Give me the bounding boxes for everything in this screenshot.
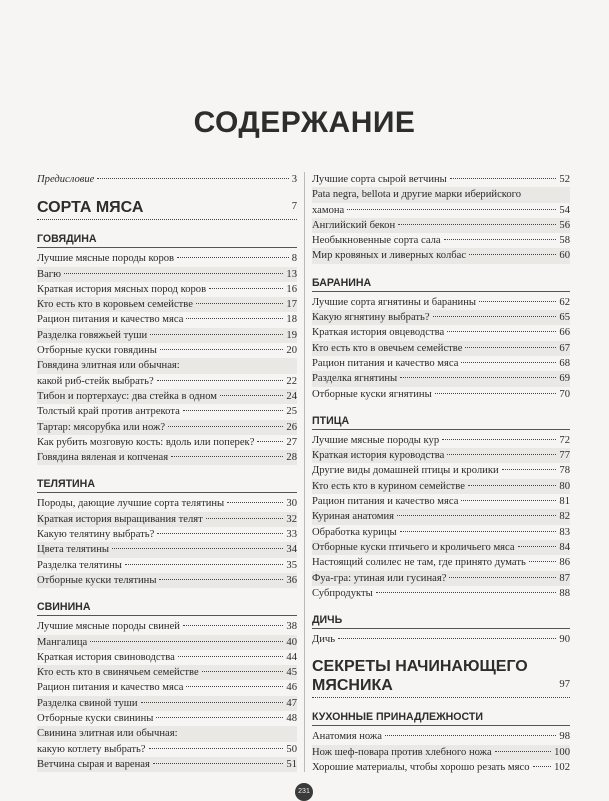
toc-entry[interactable]	[37, 297, 297, 312]
toc-entry[interactable]	[37, 619, 297, 634]
toc-entry-page: 40	[286, 636, 297, 648]
toc-entry-page: 22	[286, 375, 297, 387]
leader-dots	[150, 334, 283, 335]
toc-entry-page: 50	[286, 743, 297, 755]
toc-entry[interactable]	[37, 542, 297, 557]
toc-entry[interactable]	[37, 496, 297, 511]
section-heading[interactable]	[37, 197, 297, 220]
leader-dots	[206, 518, 284, 519]
toc-entry-page: 48	[286, 713, 297, 725]
toc-entry[interactable]	[37, 282, 297, 297]
toc-entry-title: Как рубить мозговую кость: вдоль или поперек?	[37, 436, 255, 448]
leader-dots	[178, 656, 284, 657]
toc-entry-title: Отборные куски говядины	[37, 345, 157, 357]
leader-dots	[469, 254, 556, 255]
toc-entry-page: 88	[559, 587, 570, 599]
toc-entry[interactable]	[37, 665, 297, 680]
toc-entry-title: Отборные куски телятины	[37, 574, 157, 586]
toc-entry-title: Мангалица	[37, 636, 88, 648]
leader-dots	[183, 410, 284, 411]
toc-entry-page: 70	[559, 388, 570, 400]
toc-entry[interactable]	[37, 267, 297, 282]
toc-entry-title: Какую ягнятину выбрать?	[312, 312, 430, 324]
toc-entry-title: Тартар: мясорубка или нож?	[37, 421, 166, 433]
toc-entry-title: Свинина элитная или обычная:	[37, 728, 178, 740]
toc-entry-title: Разделка говяжьей туши	[37, 329, 148, 341]
toc-entry-page: 66	[559, 327, 570, 339]
section-page: 97	[559, 679, 570, 691]
leader-dots	[90, 641, 283, 642]
toc-entry-page: 26	[286, 421, 297, 433]
leader-dots	[157, 533, 283, 534]
subsection-heading: ТЕЛЯТИНА	[37, 477, 297, 493]
toc-entry-title: Говядина вяленая и копченая	[37, 452, 169, 464]
toc-entry-title: Обработка курицы	[312, 526, 397, 538]
toc-entry-title: Разделка телятины	[37, 559, 122, 571]
toc-entry[interactable]	[312, 233, 570, 248]
toc-entry[interactable]	[312, 525, 570, 540]
toc-entry-title: Ветчина сырая и вареная	[37, 758, 150, 770]
toc-entry-title: Тибон и портерхаус: два стейка в одном	[37, 390, 218, 402]
toc-entry[interactable]	[312, 586, 570, 601]
section-page: 7	[291, 201, 297, 213]
toc-entry[interactable]	[37, 343, 297, 358]
leader-dots	[400, 531, 557, 532]
toc-entry-page: 28	[286, 452, 297, 464]
leader-dots	[220, 395, 283, 396]
toc-entry-title: Рацион питания и качество мяса	[37, 682, 184, 694]
leader-dots	[479, 301, 556, 302]
toc-entry-page: 80	[559, 480, 570, 492]
toc-entry[interactable]	[312, 463, 570, 478]
leader-dots	[141, 702, 284, 703]
toc-entry[interactable]	[312, 479, 570, 494]
toc-entry[interactable]	[37, 420, 297, 435]
toc-entry[interactable]	[37, 312, 297, 327]
toc-entry[interactable]	[312, 341, 570, 356]
toc-left-column	[37, 172, 297, 772]
toc-entry[interactable]	[312, 494, 570, 509]
leader-dots	[202, 671, 284, 672]
toc-entry-title: Разделка свиной туши	[37, 697, 138, 709]
toc-entry-page: 78	[559, 465, 570, 477]
toc-entry-page: 84	[559, 541, 570, 553]
toc-entry[interactable]	[312, 371, 570, 386]
toc-entry-title: Разделка ягнятины	[312, 373, 398, 385]
leader-dots	[518, 546, 557, 547]
leader-dots	[449, 577, 556, 578]
subsection-heading: ПТИЦА	[312, 414, 570, 430]
leader-dots	[156, 717, 283, 718]
toc-entry-title: хамона	[312, 204, 345, 216]
toc-entry-page: 32	[286, 513, 297, 525]
toc-entry[interactable]	[37, 757, 297, 772]
toc-entry[interactable]	[37, 328, 297, 343]
toc-entry-page: 34	[286, 544, 297, 556]
toc-entry-title: Нож шеф-повара против хлебного ножа	[312, 746, 492, 758]
toc-entry[interactable]	[312, 729, 570, 744]
toc-entry[interactable]	[312, 325, 570, 340]
toc-entry-page: 47	[286, 697, 297, 709]
toc-entry-page: 54	[559, 204, 570, 216]
toc-entry[interactable]	[312, 356, 570, 371]
toc-entry-title: Другие виды домашней птицы и кролики	[312, 465, 499, 477]
toc-entry-page: 3	[291, 174, 297, 185]
toc-entry-title: Отборные куски птичьего и кроличьего мяса	[312, 541, 515, 553]
toc-entry-page: 19	[286, 329, 297, 341]
toc-entry[interactable]	[312, 248, 570, 263]
toc-entry[interactable]	[312, 555, 570, 570]
leader-dots	[196, 303, 283, 304]
leader-dots	[64, 273, 283, 274]
toc-entry[interactable]	[37, 573, 297, 588]
toc-entry-page: 46	[286, 682, 297, 694]
toc-entry-title: Кто есть кто в коровьем семействе	[37, 299, 193, 311]
toc-entry[interactable]	[312, 760, 570, 775]
toc-entry-page: 33	[286, 529, 297, 541]
toc-entry[interactable]	[37, 726, 297, 741]
toc-entry-title: Говядина элитная или обычная:	[37, 360, 180, 372]
toc-entry-title: Лучшие мясные породы кур	[312, 434, 440, 446]
toc-entry-page: 72	[559, 434, 570, 446]
toc-entry[interactable]	[37, 711, 297, 726]
toc-entry-title: Необыкновенные сорта сала	[312, 235, 441, 247]
leader-dots	[177, 257, 289, 258]
toc-entry-title: Рацион питания и качество мяса	[312, 357, 459, 369]
toc-entry-title: Толстый край против антрекота	[37, 406, 180, 418]
section-title: СОРТА МЯСА	[37, 199, 144, 217]
leader-dots	[398, 224, 556, 225]
toc-entry[interactable]	[312, 433, 570, 448]
toc-entry-page: 58	[559, 235, 570, 247]
leader-dots	[376, 592, 557, 593]
toc-entry-page: 82	[559, 511, 570, 523]
toc-entry[interactable]	[37, 680, 297, 695]
toc-entry-title: Лучшие сорта сырой ветчины	[312, 174, 447, 185]
toc-entry-title: Английский бекон	[312, 219, 396, 231]
toc-entry-title: Отборные куски свинины	[37, 713, 154, 725]
toc-entry[interactable]	[37, 635, 297, 650]
toc-entry[interactable]	[312, 310, 570, 325]
toc-entry-title: Фуа-гра: утиная или гусиная?	[312, 572, 447, 584]
leader-dots	[149, 748, 284, 749]
toc-entry[interactable]	[37, 558, 297, 573]
leader-dots	[159, 579, 283, 580]
toc-entry[interactable]	[312, 218, 570, 233]
leader-dots	[533, 766, 552, 767]
toc-entry-page: 17	[286, 299, 297, 311]
toc-entry-page: 87	[559, 572, 570, 584]
toc-entry-page: 67	[559, 342, 570, 354]
toc-entry-title: Субпродукты	[312, 587, 373, 599]
toc-entry-title: Pata negra, bellota и другие марки иберийского	[312, 189, 522, 201]
leader-dots	[461, 500, 556, 501]
leader-dots	[450, 178, 557, 179]
toc-entry-title: Цвета телятины	[37, 544, 109, 556]
toc-entry-page: 98	[559, 731, 570, 743]
toc-entry[interactable]	[37, 696, 297, 711]
toc-entry[interactable]	[37, 404, 297, 419]
toc-entry-title: Вагю	[37, 268, 62, 280]
toc-entry-page: 60	[559, 250, 570, 262]
toc-entry-title: Кто есть кто в курином семействе	[312, 480, 465, 492]
leader-dots	[468, 485, 556, 486]
toc-entry[interactable]	[312, 632, 570, 647]
toc-entry[interactable]	[37, 374, 297, 389]
toc-entry-page: 68	[559, 357, 570, 369]
toc-entry-title: Краткая история мясных пород коров	[37, 283, 207, 295]
subsection-heading: ДИЧЬ	[312, 613, 570, 629]
toc-entry[interactable]	[37, 527, 297, 542]
toc-entry-page: 69	[559, 373, 570, 385]
toc-entry-title: какой риб-стейк выбрать?	[37, 375, 154, 387]
leader-dots	[400, 377, 556, 378]
toc-entry[interactable]	[37, 450, 297, 465]
toc-entry-page: 16	[286, 283, 297, 295]
toc-entry-page: 81	[559, 496, 570, 508]
toc-entry-page: 38	[286, 621, 297, 633]
toc-entry[interactable]	[312, 509, 570, 524]
leader-dots	[347, 209, 556, 210]
toc-entry-title: Анатомия ножа	[312, 731, 382, 743]
toc-entry-page: 77	[559, 450, 570, 462]
toc-entry-page: 20	[286, 345, 297, 357]
toc-entry-page: 102	[554, 762, 570, 774]
toc-entry-page: 18	[286, 314, 297, 326]
toc-entry-page: 56	[559, 219, 570, 231]
leader-dots	[435, 393, 557, 394]
toc-entry-title: Какую телятину выбрать?	[37, 529, 155, 541]
toc-entry-page: 86	[559, 557, 570, 569]
toc-entry-title: Краткая история овцеводства	[312, 327, 445, 339]
toc-entry-title: Предисловие	[37, 174, 95, 185]
toc-entry-page: 25	[286, 406, 297, 418]
toc-entry-title: Краткая история свиноводства	[37, 651, 175, 663]
toc-entry-page: 90	[559, 634, 570, 646]
toc-entry-page: 65	[559, 312, 570, 324]
toc-entry-title: Краткая история куроводства	[312, 450, 445, 462]
leader-dots	[502, 469, 557, 470]
toc-entry-title: Лучшие мясные породы свиней	[37, 621, 180, 633]
toc-entry-page: 27	[286, 436, 297, 448]
leader-dots	[97, 178, 288, 179]
toc-entry[interactable]	[312, 295, 570, 310]
toc-entry-page: 62	[559, 296, 570, 308]
section-title: СЕКРЕТЫ НАЧИНАЮЩЕГО МЯСНИКА	[312, 658, 528, 695]
leader-dots	[160, 349, 284, 350]
page-number: 231	[295, 783, 313, 801]
leader-dots	[397, 515, 556, 516]
leader-dots	[183, 625, 283, 626]
leader-dots	[112, 548, 283, 549]
toc-entry-page: 13	[286, 268, 297, 280]
toc-entry-page: 83	[559, 526, 570, 538]
leader-dots	[495, 751, 551, 752]
toc-entry[interactable]	[37, 650, 297, 665]
toc-entry-title: Настоящий солилес не там, где принято думать	[312, 557, 526, 569]
leader-dots	[442, 439, 556, 440]
toc-entry-title: Рацион питания и качество мяса	[37, 314, 184, 326]
toc-entry-title: Рацион питания и качество мяса	[312, 496, 459, 508]
toc-entry[interactable]	[312, 448, 570, 463]
toc-entry-page: 45	[286, 667, 297, 679]
leader-dots	[171, 456, 283, 457]
leader-dots	[447, 331, 556, 332]
toc-entry[interactable]	[37, 742, 297, 757]
leader-dots	[338, 638, 556, 639]
leader-dots	[447, 454, 556, 455]
toc-entry[interactable]	[312, 387, 570, 402]
toc-entry-title: Лучшие сорта ягнятины и баранины	[312, 296, 477, 308]
toc-right-column	[312, 172, 570, 775]
toc-entry[interactable]	[37, 435, 297, 450]
toc-entry-page: 30	[286, 498, 297, 510]
leader-dots	[153, 763, 284, 764]
leader-dots	[186, 318, 283, 319]
leader-dots	[444, 239, 557, 240]
toc-entry-title: Дичь	[312, 634, 336, 646]
toc-entry-title: Куриная анатомия	[312, 511, 395, 523]
subsection-heading: БАРАНИНА	[312, 276, 570, 292]
toc-entry[interactable]	[312, 172, 570, 187]
toc-entry-title: Породы, дающие лучшие сорта телятины	[37, 498, 225, 510]
toc-entry-title: Краткая история выращивания телят	[37, 513, 203, 525]
toc-entry[interactable]	[37, 512, 297, 527]
toc-entry-title: Мир кровяных и ливерных колбас	[312, 250, 467, 262]
leader-dots	[385, 735, 556, 736]
page-title: СОДЕРЖАНИЕ	[193, 106, 416, 139]
toc-entry-title: Кто есть кто в овечьем семействе	[312, 342, 463, 354]
toc-entry-title: Отборные куски ягнятины	[312, 388, 432, 400]
toc-entry[interactable]	[312, 203, 570, 218]
leader-dots	[433, 316, 557, 317]
toc-entry-page: 52	[559, 174, 570, 185]
leader-dots	[529, 561, 557, 562]
leader-dots	[168, 426, 283, 427]
toc-entry-page: 24	[286, 390, 297, 402]
toc-entry[interactable]	[37, 389, 297, 404]
toc-entry[interactable]	[312, 540, 570, 555]
toc-entry-page: 8	[291, 253, 297, 265]
subsection-heading: СВИНИНА	[37, 600, 297, 616]
toc-entry[interactable]	[312, 187, 570, 202]
leader-dots	[157, 380, 284, 381]
section-heading[interactable]	[312, 657, 570, 698]
leader-dots	[465, 347, 556, 348]
leader-dots	[461, 362, 556, 363]
leader-dots	[186, 686, 283, 687]
subsection-heading: КУХОННЫЕ ПРИНАДЛЕЖНОСТИ	[312, 710, 570, 726]
toc-entry-title: Хорошие материалы, чтобы хорошо резать мясо	[312, 762, 530, 774]
toc-entry-title: Кто есть кто в свинячьем семействе	[37, 667, 199, 679]
toc-entry-title: Лучшие мясные породы коров	[37, 253, 175, 265]
toc-entry-page: 35	[286, 559, 297, 571]
toc-entry[interactable]	[37, 251, 297, 266]
leader-dots	[257, 441, 283, 442]
toc-entry-title: какую котлету выбрать?	[37, 743, 146, 755]
subsection-heading: ГОВЯДИНА	[37, 232, 297, 248]
leader-dots	[227, 502, 283, 503]
toc-entry[interactable]	[312, 571, 570, 586]
leader-dots	[125, 564, 284, 565]
column-divider	[304, 172, 305, 772]
toc-entry-page: 44	[286, 651, 297, 663]
toc-entry-page: 100	[554, 746, 570, 758]
leader-dots	[209, 288, 283, 289]
toc-entry[interactable]	[312, 745, 570, 760]
toc-entry[interactable]	[37, 358, 297, 373]
toc-entry[interactable]	[37, 172, 297, 187]
toc-entry-page: 51	[286, 758, 297, 770]
toc-entry-page: 36	[286, 574, 297, 586]
